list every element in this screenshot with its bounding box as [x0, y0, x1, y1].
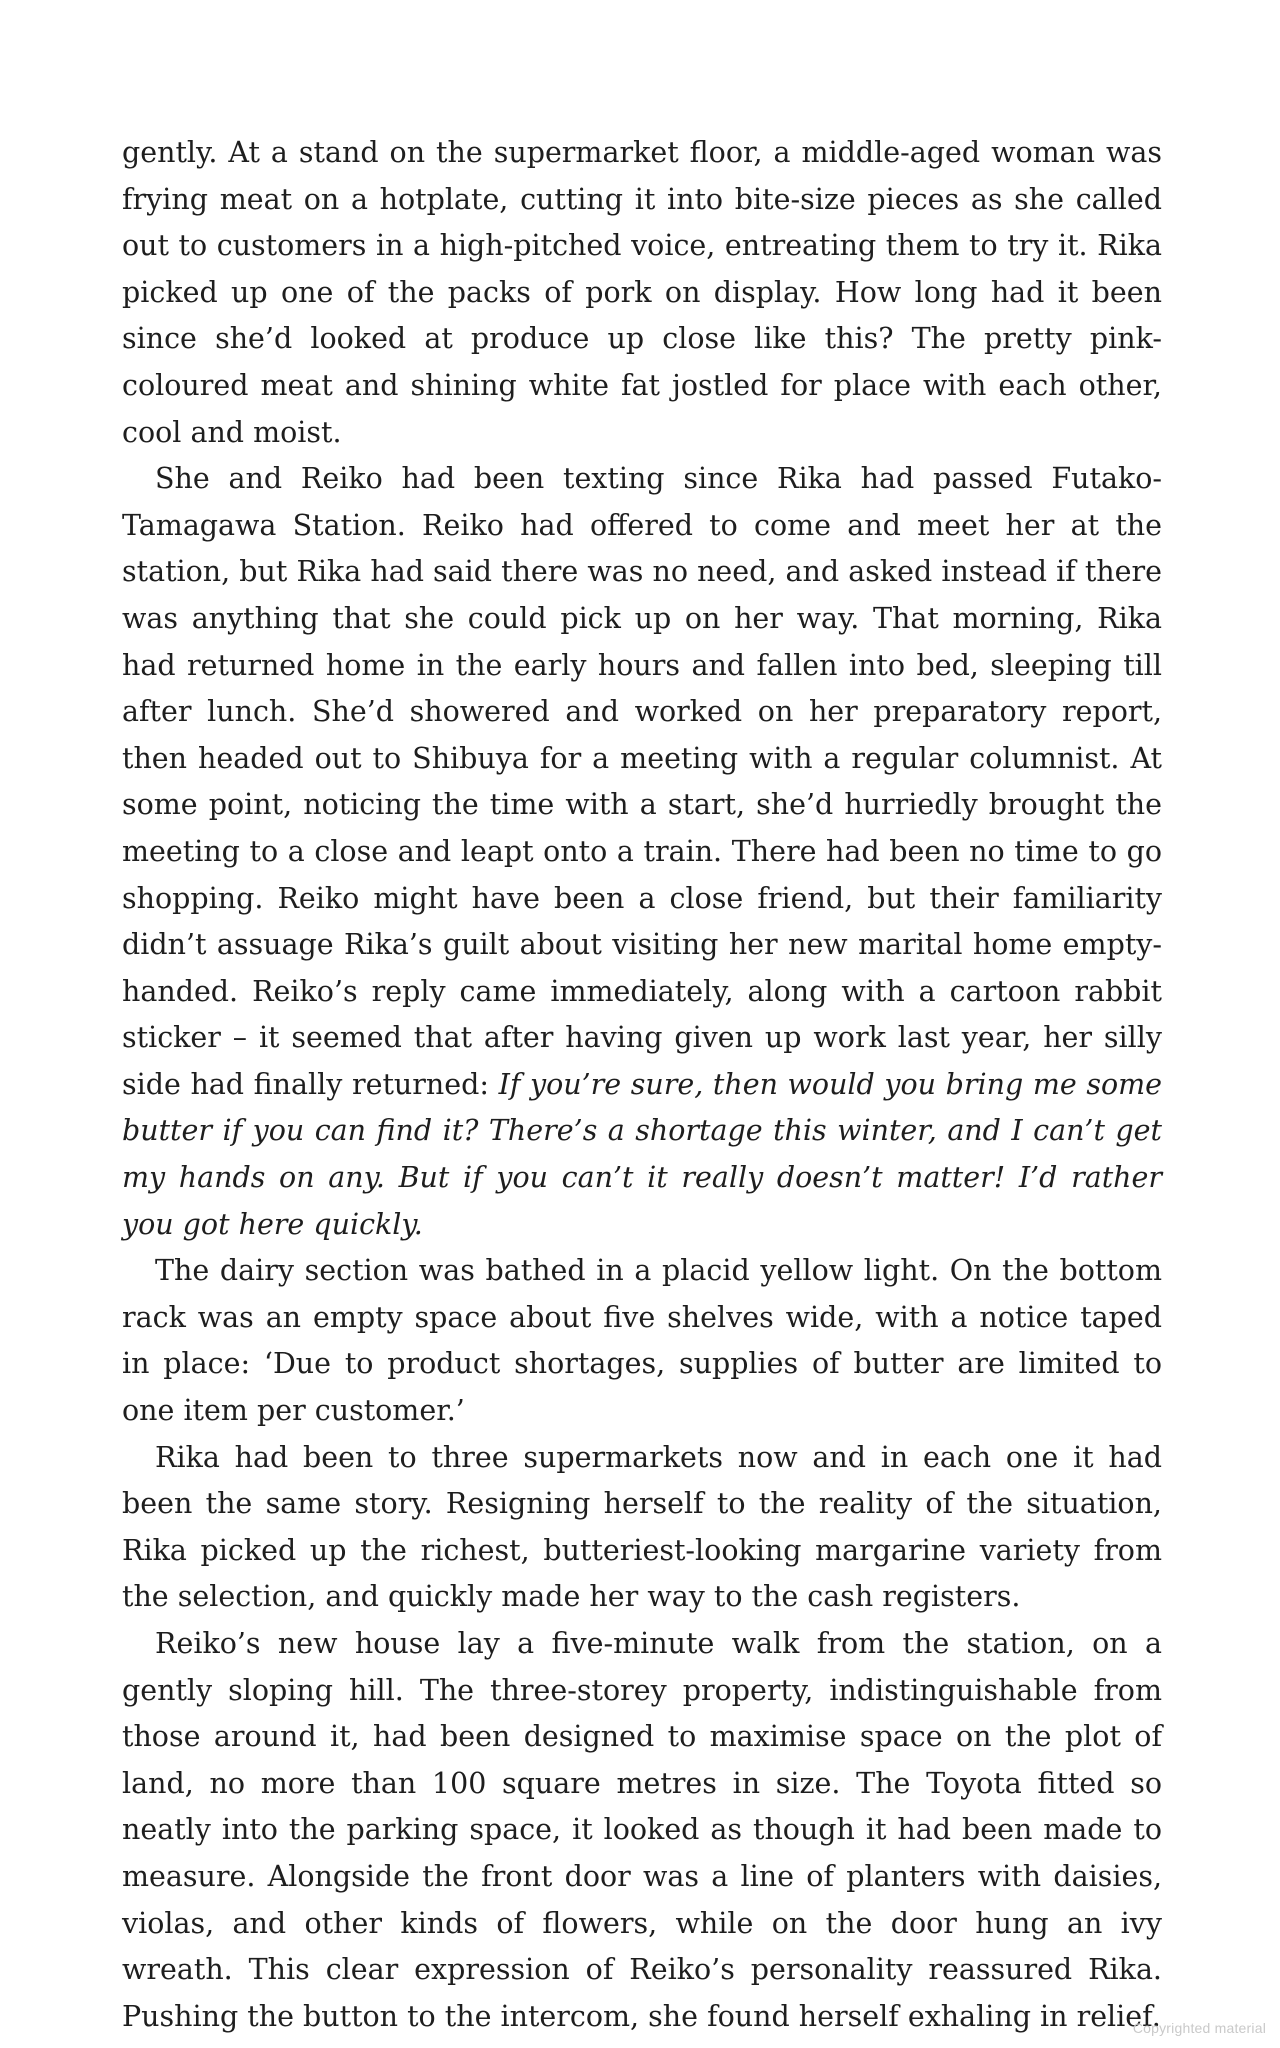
paragraph-reiko-house: Reiko’s new house lay a five-minute walk from the station, on a gently sloping hill. The three-storey property, indistinguishable from those around it, had been designed to maximise space on the plot of land, no more than 100 square metres in size. The Toyota fitted so neatly into the parking space, it looked as though it had been made to measure. Alongside the front door was a line of planters with daisies, violas, and other kinds of flowers, while on the door hung an ivy wreath. This clear expression of Reiko’s personality reassured Rika. Pushing the button to the intercom, she found herself exhaling in relief.	[122, 1627, 1162, 2033]
copyright-watermark: Copyrighted material	[1132, 2020, 1266, 2036]
reiko-message-italic: If you’re sure, then would you bring me some butter if you can find it? There’s a shortage this winter, and I can’t get my hands on any. But if you can’t it really doesn’t matter! I’d rather you got here quickly.	[122, 1067, 1162, 1241]
paragraph-supermarket-floor: gently. At a stand on the supermarket floor, a middle-aged woman was frying meat on a hotplate, cutting it into bite-size pieces as she called out to customers in a high-pitched voice, entreating them to try it. Rika picked up one of the packs of pork on display. How long had it been since she’d looked at produce up close like this? The pretty pink-coloured meat and shining white fat jostled for place with each other, cool and moist.	[122, 136, 1162, 449]
paragraph-dairy-section: The dairy section was bathed in a placid yellow light. On the bottom rack was an empty space about five shelves wide, with a notice taped in place: ‘Due to product shortages, supplies of butter are limited to one item per customer.’	[122, 1254, 1162, 1428]
paragraph-three-supermarkets: Rika had been to three supermarkets now and in each one it had been the same story. Resigning herself to the reality of the situation, Rika picked up the richest, butteriest-looking margarine variety from the selection, and quickly made her way to the cash registers.	[122, 1440, 1162, 1614]
paragraph-texting-reiko-text: She and Reiko had been texting since Rika had passed Futako-Tamagawa Station. Reiko had offered to come and meet her at the station, but Rika had said there was no need, and asked instead if there was anything that she could pick up on her way. That morning, Rika had returned home in the early hours and fallen into bed, sleeping till after lunch. She’d showered and worked on her preparatory report, then headed out to Shibuya for a meeting with a regular columnist. At some point, noticing the time with a start, she’d hurriedly brought the meeting to a close and leapt onto a train. There had been no time to go shopping. Reiko might have been a close friend, but their familiarity didn’t assuage Rika’s guilt about visiting her new marital home empty-handed. Reiko’s reply came immediately, along with a cartoon rabbit sticker – it seemed that after having given up work last year, her silly side had finally returned:	[122, 462, 1162, 1101]
book-page-body	[122, 130, 1162, 2040]
paragraph-texting-reiko	[122, 456, 1162, 1248]
